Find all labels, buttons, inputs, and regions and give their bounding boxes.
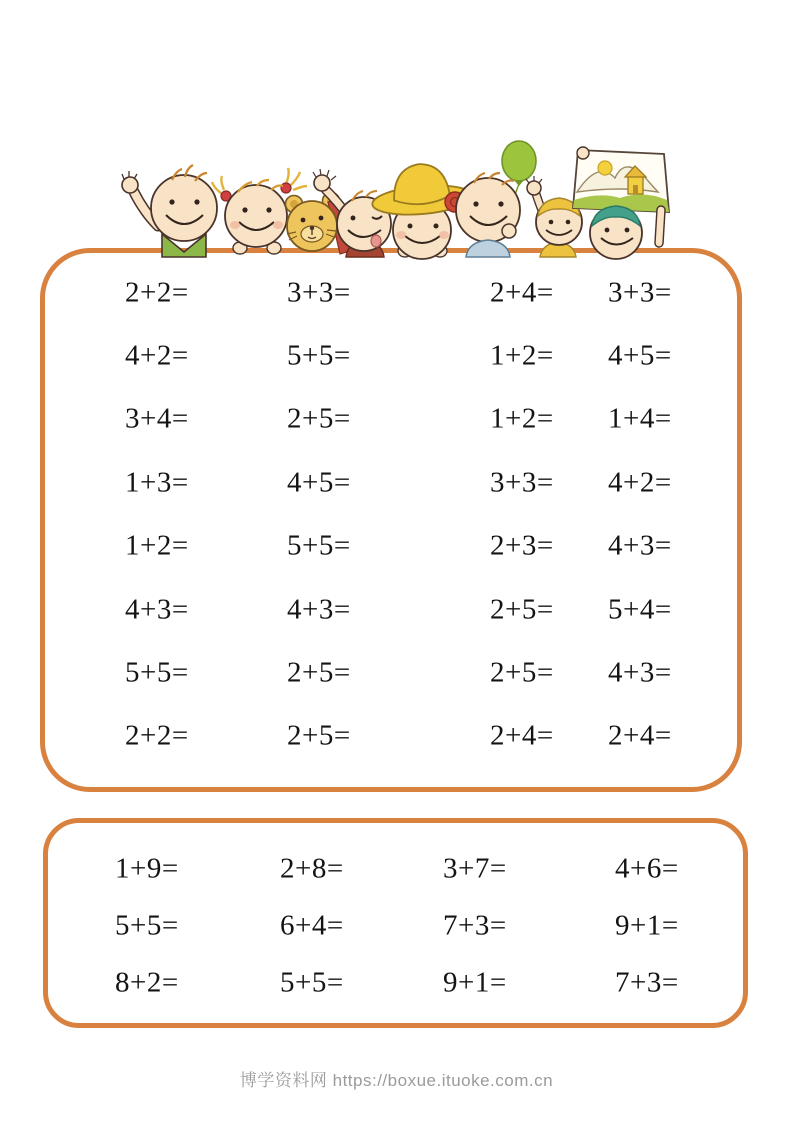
balloon-boy-icon: [456, 141, 536, 257]
math-problem: 7+3=: [615, 966, 679, 998]
math-problem: 2+5=: [287, 719, 351, 752]
math-problem: 4+5=: [608, 339, 672, 372]
footer-watermark: 博学资料网 https://boxue.ituoke.com.cn: [239, 1071, 554, 1090]
math-problem: 5+4=: [608, 593, 672, 626]
math-problem: 3+3=: [287, 276, 351, 309]
problem-row: [45, 388, 737, 451]
problem-row: [45, 641, 737, 704]
problem-row: [45, 261, 737, 324]
sun-icon: [598, 161, 612, 175]
math-problem: 1+2=: [490, 402, 554, 435]
header-illustration: [100, 138, 680, 260]
math-problem: 3+3=: [608, 276, 672, 309]
math-problem: 2+5=: [287, 402, 351, 435]
math-problem: 5+5=: [287, 339, 351, 372]
math-problem: 9+1=: [615, 909, 679, 941]
math-problem: 4+3=: [608, 656, 672, 689]
math-problem: 4+2=: [608, 466, 672, 499]
math-problem: 9+1=: [443, 966, 507, 998]
math-problem: 2+4=: [490, 276, 554, 309]
math-problem: 2+5=: [490, 593, 554, 626]
math-problem: 1+9=: [115, 852, 179, 884]
math-problem: 3+3=: [490, 466, 554, 499]
math-problem: 3+4=: [125, 402, 189, 435]
math-problem: 5+5=: [280, 966, 344, 998]
math-problem: 2+4=: [490, 719, 554, 752]
problem-row: [45, 324, 737, 387]
math-problem: 6+4=: [280, 909, 344, 941]
math-problem: 2+5=: [287, 656, 351, 689]
math-problem: 2+3=: [490, 529, 554, 562]
math-problem: 4+3=: [608, 529, 672, 562]
math-problem: 1+4=: [608, 402, 672, 435]
math-problem: 4+6=: [615, 852, 679, 884]
problem-section-2: [43, 818, 748, 1028]
math-problem: 5+5=: [287, 529, 351, 562]
math-problem: 5+5=: [125, 656, 189, 689]
problem-row: [45, 515, 737, 578]
math-problem: 8+2=: [115, 966, 179, 998]
waving-boy-icon: [122, 165, 217, 257]
math-problem: 5+5=: [115, 909, 179, 941]
math-problem: 2+5=: [490, 656, 554, 689]
math-problem: 4+3=: [287, 593, 351, 626]
math-problem: 2+2=: [125, 719, 189, 752]
math-problem: 1+2=: [490, 339, 554, 372]
math-problem: 3+7=: [443, 852, 507, 884]
math-problem: 2+4=: [608, 719, 672, 752]
problem-row: [48, 897, 743, 954]
math-problem: 2+8=: [280, 852, 344, 884]
problem-row: [48, 954, 743, 1011]
balloon-icon: [502, 141, 536, 181]
problem-section-1: [40, 248, 742, 792]
problem-row: [45, 705, 737, 768]
math-problem: 4+2=: [125, 339, 189, 372]
waving-girl-icon: [526, 176, 582, 257]
math-problem: 2+2=: [125, 276, 189, 309]
problem-row: [48, 840, 743, 897]
problem-row: [45, 578, 737, 641]
math-problem: 1+3=: [125, 466, 189, 499]
problem-row: [45, 451, 737, 514]
math-problem: 7+3=: [443, 909, 507, 941]
kid-holding-drawing-icon: [573, 147, 669, 259]
math-problem: 1+2=: [125, 529, 189, 562]
math-problem: 4+3=: [125, 593, 189, 626]
math-problem: 4+5=: [287, 466, 351, 499]
